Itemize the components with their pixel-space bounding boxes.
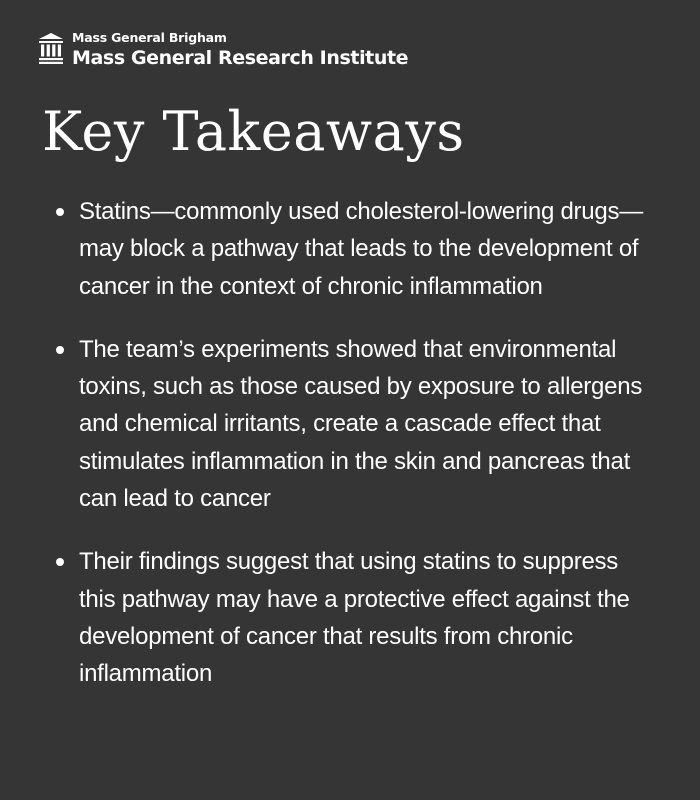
- takeaway-text: Statins—commonly used cholesterol-lowering drugs—may block a pathway that leads to the development of cancer in the context of chronic inflammation: [79, 198, 643, 300]
- takeaway-text: The team’s experiments showed that environmental toxins, such as those caused by exposure to allergens and chemical irritants, create a cascade effect that stimulates inflammation in the skin and pancreas that can lead to cancer: [79, 335, 643, 513]
- page-title: Key Takeaways: [42, 100, 465, 163]
- brand-parent: Mass General Brigham: [72, 30, 227, 45]
- bullet-icon: [56, 208, 64, 216]
- columns-building-icon: [38, 32, 64, 66]
- bullet-icon: [56, 558, 64, 566]
- takeaway-text: Their findings suggest that using statins to suppress this pathway may have a protective effect against the development of cancer that results from chronic inflammation: [79, 548, 630, 688]
- brand-logo[interactable]: [38, 31, 408, 69]
- list-item: [56, 193, 656, 305]
- bullet-icon: [56, 346, 64, 354]
- brand-name: Mass General Research Institute: [72, 47, 409, 69]
- brand-text: [72, 31, 408, 69]
- list-item: [56, 331, 656, 517]
- list-item: [56, 543, 656, 692]
- takeaways-list: [56, 193, 656, 719]
